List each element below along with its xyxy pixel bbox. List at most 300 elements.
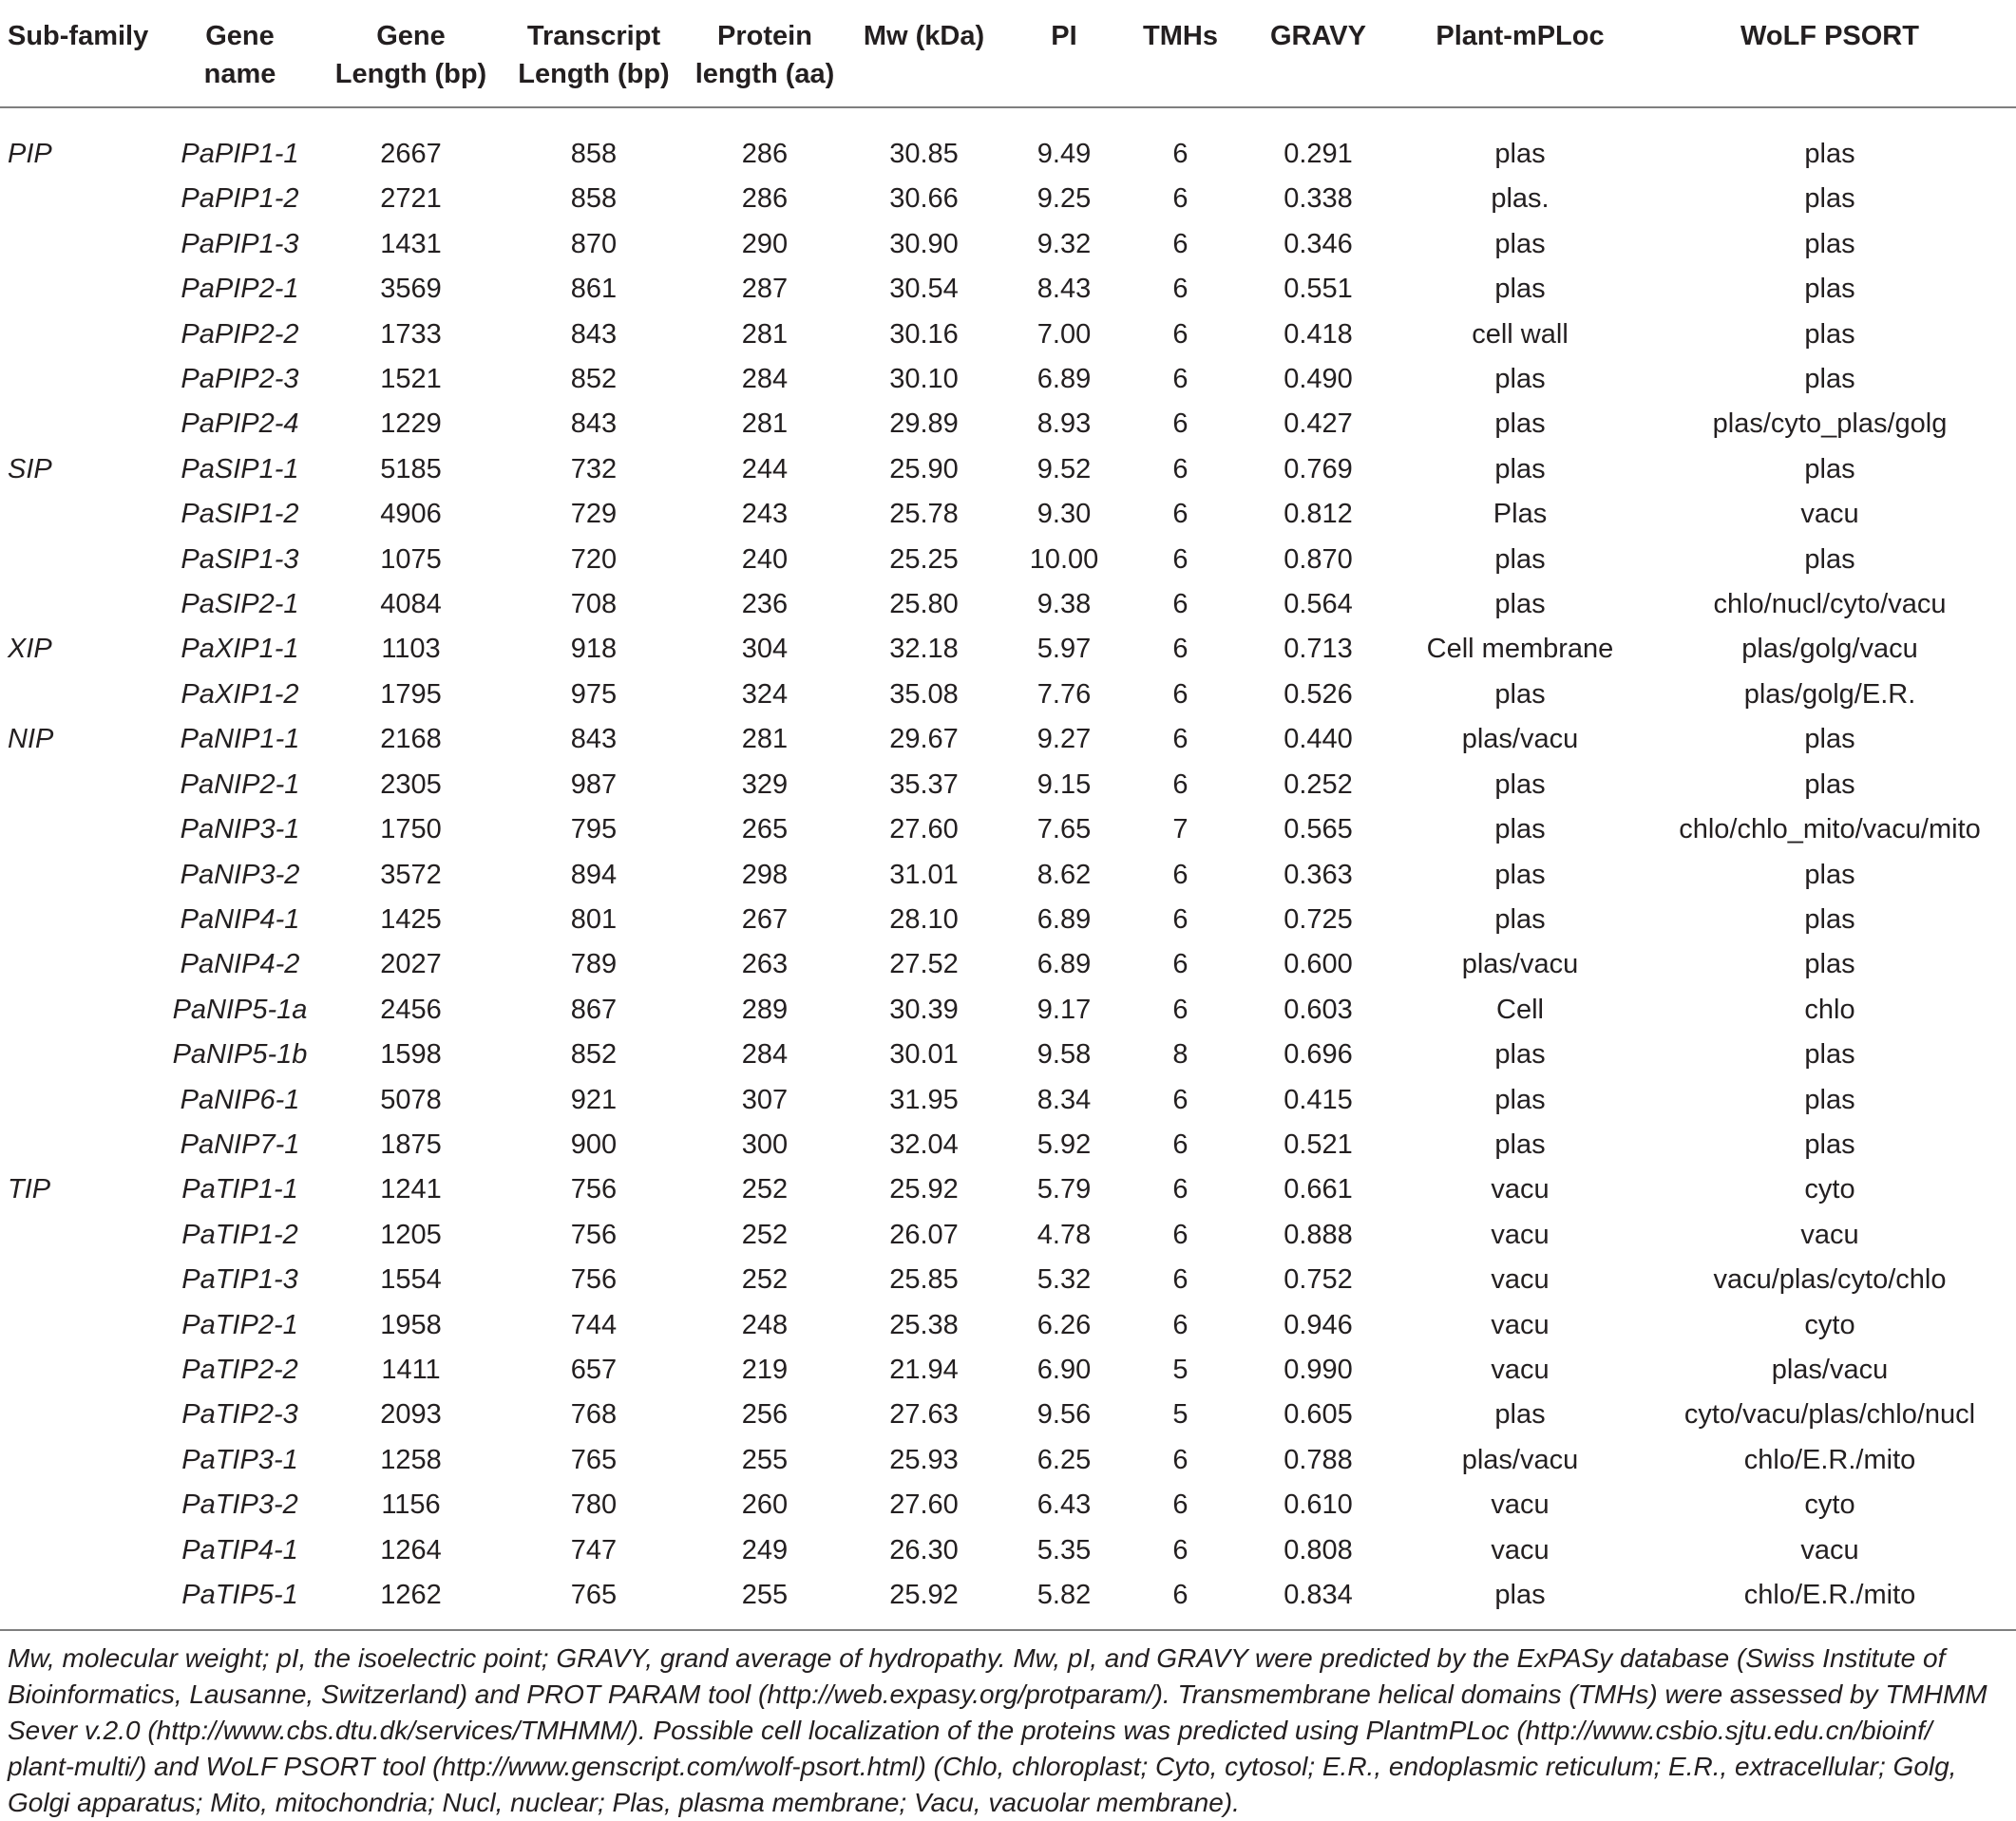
column-header-line: PI — [1051, 21, 1077, 51]
table-cell: 7.65 — [1037, 814, 1092, 845]
table-cell: 987 — [570, 768, 618, 800]
table-cell: plas — [1494, 678, 1546, 710]
footnote-line: Bioinformatics, Lausanne, Switzerland) and PROT PARAM tool (http://web.expasy.org/protparam/). Transmembrane helical domains (TMHs) were assessed by TMHMM — [8, 1679, 1987, 1710]
table-cell: 255 — [741, 1580, 789, 1610]
table-cell: 0.565 — [1284, 814, 1353, 845]
table-cell: 1795 — [380, 678, 442, 710]
table-cell: 9.30 — [1037, 499, 1092, 530]
column-header-line: WoLF PSORT — [1740, 21, 1919, 51]
table-cell: 1264 — [380, 1534, 442, 1565]
gene-name-cell: PaTIP1-3 — [181, 1264, 298, 1296]
table-cell: 1750 — [380, 814, 442, 845]
table-row — [0, 107, 2016, 177]
table-row — [0, 942, 2016, 987]
subfamily-cell: SIP — [8, 453, 52, 484]
table-row — [0, 1033, 2016, 1077]
table-cell: 0.990 — [1284, 1354, 1353, 1385]
table-cell: plas — [1804, 543, 1855, 575]
table-cell: 6 — [1172, 949, 1189, 980]
table-cell: 10.00 — [1029, 543, 1099, 575]
subfamily-cell — [0, 763, 157, 807]
table-cell: 9.32 — [1037, 228, 1092, 259]
subfamily-cell — [0, 1483, 157, 1527]
table-cell: 1411 — [381, 1354, 441, 1385]
table-cell: 6 — [1172, 1309, 1189, 1340]
table-cell: 25.85 — [889, 1264, 959, 1296]
gene-name-cell: PaNIP1-1 — [180, 724, 300, 755]
table-row — [0, 1303, 2016, 1348]
gene-name-cell: PaXIP1-2 — [181, 678, 299, 710]
gene-name-cell: PaTIP4-1 — [181, 1534, 298, 1565]
table-cell: 4.78 — [1037, 1219, 1092, 1250]
table-cell: 25.90 — [889, 453, 959, 484]
table-cell: plas — [1804, 859, 1855, 890]
subfamily-cell — [0, 1528, 157, 1573]
table-cell: 6.26 — [1037, 1309, 1092, 1340]
table-cell: 0.812 — [1284, 499, 1353, 530]
table-cell: 732 — [570, 453, 618, 484]
table-cell: 0.696 — [1284, 1039, 1353, 1071]
table-cell: 219 — [741, 1354, 789, 1385]
table-cell: 8 — [1172, 1039, 1189, 1071]
subfamily-cell — [0, 538, 157, 582]
table-row — [0, 1393, 2016, 1437]
gene-name-cell: PaPIP1-2 — [181, 183, 299, 215]
table-cell: 5.82 — [1037, 1580, 1092, 1610]
table-cell: 2667 — [380, 139, 442, 169]
table-cell: cyto — [1804, 1174, 1855, 1205]
table-cell: vacu — [1800, 1534, 1859, 1565]
table-cell: 286 — [741, 139, 789, 169]
table-row — [0, 267, 2016, 312]
table-cell: 852 — [570, 364, 618, 395]
table-cell: plas — [1804, 364, 1855, 395]
table-cell: 329 — [741, 768, 789, 800]
gene-name-cell: PaSIP1-3 — [181, 543, 299, 575]
table-cell: vacu — [1491, 1354, 1550, 1385]
table-cell: 756 — [570, 1264, 618, 1296]
table-cell: 0.600 — [1284, 949, 1353, 980]
table-cell: Cell membrane — [1426, 634, 1614, 665]
table-cell: 900 — [570, 1129, 618, 1160]
gene-name-cell: PaNIP5-1a — [172, 994, 308, 1025]
table-row — [0, 1438, 2016, 1483]
table-cell: 26.07 — [889, 1219, 959, 1250]
table-row — [0, 177, 2016, 221]
footnote-line: Golgi apparatus; Mito, mitochondria; Nucl, nuclear; Plas, plasma membrane; Vacu, vacuolar membrane). — [8, 1788, 1240, 1818]
table-cell: 0.252 — [1284, 768, 1353, 800]
table-row — [0, 1078, 2016, 1123]
table-cell: 2305 — [380, 768, 442, 800]
table-cell: plas/golg/vacu — [1741, 634, 1918, 665]
table-cell: plas — [1804, 724, 1855, 755]
table-cell: 9.27 — [1037, 724, 1092, 755]
table-cell: 8.93 — [1037, 408, 1092, 440]
column-header-line: Mw (kDa) — [863, 21, 985, 51]
table-cell: 870 — [570, 228, 618, 259]
table-cell: 9.52 — [1037, 453, 1092, 484]
table-cell: 1229 — [380, 408, 442, 440]
gene-name-cell: PaTIP3-2 — [181, 1489, 298, 1521]
table-cell: 6 — [1172, 768, 1189, 800]
gene-name-cell: PaPIP2-3 — [181, 364, 299, 395]
column-header-line: Gene — [376, 21, 446, 51]
table-cell: plas — [1494, 1580, 1546, 1610]
table-cell: chlo/E.R./mito — [1743, 1580, 1916, 1610]
subfamily-cell — [0, 988, 157, 1033]
column-header — [1397, 0, 1644, 107]
table-row — [0, 627, 2016, 672]
table-cell: 0.603 — [1284, 994, 1353, 1025]
subfamily-cell — [0, 853, 157, 898]
table-cell: 2721 — [380, 183, 442, 215]
table-cell: plas — [1494, 228, 1546, 259]
subfamily-cell — [0, 1258, 157, 1302]
table-cell: 6 — [1172, 1444, 1189, 1475]
table-row — [0, 1348, 2016, 1393]
table-cell: cyto — [1804, 1489, 1855, 1521]
table-cell: 7 — [1172, 814, 1189, 845]
footnote-line: Mw, molecular weight; pI, the isoelectric point; GRAVY, grand average of hydropathy. Mw, pI, and GRAVY were predicted by the ExPASy database (Swiss Institute of — [8, 1643, 1946, 1674]
column-header — [157, 0, 323, 107]
table-cell: 843 — [570, 724, 618, 755]
table-cell: plas/vacu — [1771, 1354, 1889, 1385]
table-cell: 281 — [741, 318, 789, 350]
table-cell: 25.92 — [889, 1174, 959, 1205]
subfamily-cell — [0, 1573, 157, 1629]
table-cell: 6 — [1172, 1084, 1189, 1115]
gene-name-cell: PaTIP2-2 — [181, 1354, 298, 1385]
table-cell: 0.564 — [1284, 589, 1353, 620]
table-cell: 35.08 — [889, 678, 959, 710]
table-cell: Cell — [1496, 994, 1544, 1025]
table-cell: 0.713 — [1284, 634, 1353, 665]
column-header-line: name — [203, 59, 276, 89]
subfamily-cell — [0, 1078, 157, 1123]
table-cell: 0.769 — [1284, 453, 1353, 484]
table-cell: cyto — [1804, 1309, 1855, 1340]
table-cell: plas — [1804, 183, 1855, 215]
subfamily-cell: TIP — [8, 1174, 51, 1205]
table-cell: 1258 — [380, 1444, 442, 1475]
table-cell: 6 — [1172, 139, 1189, 169]
table-cell: Plas — [1493, 499, 1548, 530]
gene-name-cell: PaNIP3-2 — [180, 859, 300, 890]
table-cell: plas/golg/E.R. — [1743, 678, 1916, 710]
table-cell: 852 — [570, 1039, 618, 1071]
gene-name-cell: PaPIP1-3 — [181, 228, 299, 259]
table-cell: 843 — [570, 408, 618, 440]
table-cell: 801 — [570, 903, 618, 935]
subfamily-cell — [0, 1438, 157, 1483]
column-header — [1240, 0, 1397, 107]
table-row — [0, 1483, 2016, 1527]
table-cell: 25.78 — [889, 499, 959, 530]
column-header-line: Transcript — [526, 21, 661, 51]
table-cell: 5.97 — [1037, 634, 1092, 665]
gene-name-cell: PaNIP2-1 — [180, 768, 300, 800]
gene-name-cell: PaPIP1-1 — [181, 139, 299, 169]
table-cell: plas — [1494, 859, 1546, 890]
gene-name-cell: PaSIP2-1 — [181, 589, 299, 620]
subfamily-cell — [0, 1033, 157, 1077]
table-row — [0, 222, 2016, 267]
table-cell: vacu — [1491, 1219, 1550, 1250]
table-cell: plas — [1804, 274, 1855, 305]
table-cell: 8.34 — [1037, 1084, 1092, 1115]
table-cell: 27.52 — [889, 949, 959, 980]
table-cell: 0.808 — [1284, 1534, 1353, 1565]
table-cell: plas — [1804, 228, 1855, 259]
table-cell: 0.363 — [1284, 859, 1353, 890]
table-cell: 284 — [741, 364, 789, 395]
table-cell: 324 — [741, 678, 789, 710]
table-cell: plas — [1494, 408, 1546, 440]
table-cell: plas — [1804, 1084, 1855, 1115]
table-cell: 2093 — [380, 1399, 442, 1431]
gene-name-cell: PaSIP1-1 — [181, 453, 299, 484]
table-cell: 6 — [1172, 634, 1189, 665]
table-cell: 867 — [570, 994, 618, 1025]
gene-name-cell: PaTIP5-1 — [181, 1580, 298, 1610]
table-cell: 6 — [1172, 1534, 1189, 1565]
table-cell: 0.490 — [1284, 364, 1353, 395]
table-cell: 6 — [1172, 1489, 1189, 1521]
table-cell: 25.38 — [889, 1309, 959, 1340]
table-cell: plas — [1494, 274, 1546, 305]
table-cell: 6 — [1172, 364, 1189, 395]
table-cell: 6 — [1172, 678, 1189, 710]
table-row — [0, 1123, 2016, 1167]
gene-name-cell: PaPIP2-1 — [181, 274, 299, 305]
table-cell: 30.54 — [889, 274, 959, 305]
column-header — [1644, 0, 2016, 107]
table-cell: cyto/vacu/plas/chlo/nucl — [1683, 1399, 1976, 1431]
table-cell: 6 — [1172, 1264, 1189, 1296]
table-cell: 1425 — [380, 903, 442, 935]
table-cell: 255 — [741, 1444, 789, 1475]
table-cell: 6 — [1172, 499, 1189, 530]
table-cell: 29.89 — [889, 408, 959, 440]
table-cell: 30.85 — [889, 139, 959, 169]
table-cell: plas — [1804, 139, 1855, 169]
table-cell: 265 — [741, 814, 789, 845]
table-cell: 30.10 — [889, 364, 959, 395]
table-cell: 747 — [570, 1534, 618, 1565]
table-bottom-rule — [0, 1629, 2016, 1631]
table-cell: 1241 — [380, 1174, 442, 1205]
table-cell: 3572 — [380, 859, 442, 890]
table-cell: 1521 — [380, 364, 442, 395]
table-row — [0, 807, 2016, 852]
table-cell: 0.788 — [1284, 1444, 1353, 1475]
table-row — [0, 898, 2016, 942]
column-header-line: Protein — [717, 21, 812, 51]
table-cell: 2027 — [380, 949, 442, 980]
subfamily-cell — [0, 1348, 157, 1393]
table-cell: 243 — [741, 499, 789, 530]
table-cell: vacu — [1491, 1264, 1550, 1296]
table-row — [0, 313, 2016, 357]
table-cell: 1075 — [380, 543, 442, 575]
table-row — [0, 357, 2016, 402]
table-row — [0, 538, 2016, 582]
table-cell: chlo/E.R./mito — [1743, 1444, 1916, 1475]
table-cell: 6 — [1172, 408, 1189, 440]
gene-name-cell: PaNIP4-1 — [180, 903, 300, 935]
table-cell: 32.18 — [889, 634, 959, 665]
table-cell: 30.16 — [889, 318, 959, 350]
table-cell: 0.551 — [1284, 274, 1353, 305]
table-cell: 5.35 — [1037, 1534, 1092, 1565]
table-cell: 3569 — [380, 274, 442, 305]
table-cell: 744 — [570, 1309, 618, 1340]
table-cell: plas — [1804, 318, 1855, 350]
table-cell: 6 — [1172, 183, 1189, 215]
table-row — [0, 1258, 2016, 1302]
table-cell: 0.427 — [1284, 408, 1353, 440]
column-header-line: Sub-family — [8, 21, 149, 51]
gene-name-cell: PaPIP2-4 — [181, 408, 299, 440]
table-cell: 1598 — [380, 1039, 442, 1071]
column-header-line: TMHs — [1143, 21, 1218, 51]
table-cell: 6 — [1172, 274, 1189, 305]
table-cell: 5185 — [380, 453, 442, 484]
table-cell: 7.76 — [1037, 678, 1092, 710]
table-cell: 9.17 — [1037, 994, 1092, 1025]
table-cell: 252 — [741, 1174, 789, 1205]
table-cell: plas — [1494, 814, 1546, 845]
table-cell: 267 — [741, 903, 789, 935]
table-cell: 0.521 — [1284, 1129, 1353, 1160]
table-cell: 6 — [1172, 453, 1189, 484]
gene-name-cell: PaTIP1-1 — [181, 1174, 298, 1205]
table-cell: 708 — [570, 589, 618, 620]
table-cell: 307 — [741, 1084, 789, 1115]
table-cell: 0.605 — [1284, 1399, 1353, 1431]
table-cell: vacu — [1491, 1174, 1550, 1205]
table-body — [0, 107, 2016, 1629]
table-cell: 6.90 — [1037, 1354, 1092, 1385]
table-cell: 30.39 — [889, 994, 959, 1025]
subfamily-cell — [0, 1123, 157, 1167]
table-cell: 6 — [1172, 1174, 1189, 1205]
table-row — [0, 673, 2016, 717]
table-cell: 9.15 — [1037, 768, 1092, 800]
table-cell: plas — [1494, 1039, 1546, 1071]
column-header — [0, 0, 157, 107]
table-cell: 0.338 — [1284, 183, 1353, 215]
table-cell: 918 — [570, 634, 618, 665]
table-cell: plas — [1804, 903, 1855, 935]
table-cell: 6.89 — [1037, 903, 1092, 935]
table-cell: vacu — [1800, 1219, 1859, 1250]
table-cell: 26.30 — [889, 1534, 959, 1565]
table-cell: plas/vacu — [1461, 949, 1579, 980]
table-cell: 789 — [570, 949, 618, 980]
table-cell: 5.32 — [1037, 1264, 1092, 1296]
table-cell: 6 — [1172, 1580, 1189, 1610]
table-cell: 6 — [1172, 903, 1189, 935]
table-cell: 1156 — [381, 1489, 441, 1521]
table-cell: 780 — [570, 1489, 618, 1521]
table-cell: 4906 — [380, 499, 442, 530]
table-cell: 894 — [570, 859, 618, 890]
column-header-line: Length (bp) — [518, 59, 670, 89]
subfamily-cell — [0, 807, 157, 852]
table-cell: 30.01 — [889, 1039, 959, 1071]
table-cell: 29.67 — [889, 724, 959, 755]
table-cell: 756 — [570, 1174, 618, 1205]
table-cell: 28.10 — [889, 903, 959, 935]
table-cell: 858 — [570, 183, 618, 215]
table-cell: 9.49 — [1037, 139, 1092, 169]
table-cell: 1958 — [380, 1309, 442, 1340]
table-cell: 1554 — [380, 1264, 442, 1296]
table-cell: 6 — [1172, 994, 1189, 1025]
column-header-line: Plant-mPLoc — [1436, 21, 1605, 51]
table-cell: 5 — [1172, 1354, 1189, 1385]
table-cell: 861 — [570, 274, 618, 305]
table-cell: 0.752 — [1284, 1264, 1353, 1296]
table-cell: 304 — [741, 634, 789, 665]
table-cell: plas — [1494, 903, 1546, 935]
table-cell: plas — [1804, 949, 1855, 980]
table-cell: plas. — [1491, 183, 1550, 215]
gene-name-cell: PaPIP2-2 — [181, 318, 299, 350]
table-cell: 6.89 — [1037, 364, 1092, 395]
footnote-line: Sever v.2.0 (http://www.cbs.dtu.dk/services/TMHMM/). Possible cell localization of the proteins was predicted using PlantmPLoc (http://www.csbio.sjtu.edu.cn/bioinf/ — [8, 1716, 1932, 1746]
table-cell: cell wall — [1472, 318, 1569, 350]
gene-name-cell: PaNIP4-2 — [180, 949, 300, 980]
table-cell: 27.63 — [889, 1399, 959, 1431]
table-cell: 6 — [1172, 318, 1189, 350]
table-cell: 9.25 — [1037, 183, 1092, 215]
table-cell: 975 — [570, 678, 618, 710]
gene-name-cell: PaSIP1-2 — [181, 499, 299, 530]
subfamily-cell: XIP — [8, 634, 52, 665]
table-cell: plas/cyto_plas/golg — [1712, 408, 1948, 440]
table-cell: plas — [1494, 543, 1546, 575]
table-cell: 765 — [570, 1580, 618, 1610]
table-cell: 1103 — [381, 634, 441, 665]
footnote-line: plant-multi/) and WoLF PSORT tool (http://www.genscript.com/wolf-psort.html) (Chlo, chloroplast; Cyto, cytosol; E.R., endoplasmic reticulum; E.R., extracellular; Golg, — [8, 1752, 1957, 1782]
subfamily-cell — [0, 177, 157, 221]
table-row — [0, 763, 2016, 807]
table-cell: 30.90 — [889, 228, 959, 259]
table-cell: vacu — [1491, 1309, 1550, 1340]
column-header — [499, 0, 689, 107]
table-cell: 1431 — [380, 228, 442, 259]
table-cell: 6 — [1172, 1219, 1189, 1250]
table-cell: 795 — [570, 814, 618, 845]
table-cell: 5.92 — [1037, 1129, 1092, 1160]
table-cell: 843 — [570, 318, 618, 350]
table-cell: 756 — [570, 1219, 618, 1250]
table-cell: 0.834 — [1284, 1580, 1353, 1610]
table-cell: plas — [1804, 1039, 1855, 1071]
table-cell: 252 — [741, 1264, 789, 1296]
table-cell: 2168 — [380, 724, 442, 755]
table-row — [0, 717, 2016, 762]
table-cell: 0.291 — [1284, 139, 1353, 169]
table-cell: plas — [1804, 453, 1855, 484]
gene-name-cell: PaTIP2-3 — [181, 1399, 298, 1431]
table-cell: 6 — [1172, 228, 1189, 259]
table-cell: 0.526 — [1284, 678, 1353, 710]
table-cell: 25.92 — [889, 1580, 959, 1610]
table-cell: 249 — [741, 1534, 789, 1565]
